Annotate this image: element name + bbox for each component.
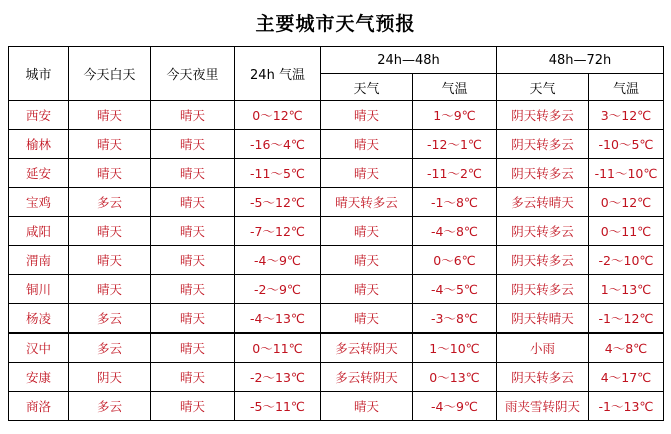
header-today-night: 今天夜里	[151, 47, 235, 101]
cell-weather-24-48: 晴天	[321, 130, 413, 159]
cell-temp-24-48: -11～2℃	[413, 159, 497, 188]
cell-temp-24h: -7～12℃	[235, 217, 321, 246]
cell-temp-24-48: -4～9℃	[413, 392, 497, 421]
cell-weather-48-72: 雨夹雪转阴天	[497, 392, 589, 421]
cell-weather-48-72: 阴天转多云	[497, 363, 589, 392]
cell-today-night: 晴天	[151, 333, 235, 363]
cell-today-day: 晴天	[69, 275, 151, 304]
header-temp-24h: 24h 气温	[235, 47, 321, 101]
cell-temp-24h: -4～9℃	[235, 246, 321, 275]
cell-temp-24h: -16～4℃	[235, 130, 321, 159]
cell-city: 杨凌	[9, 304, 69, 334]
cell-weather-48-72: 阴天转多云	[497, 246, 589, 275]
cell-today-day: 多云	[69, 304, 151, 334]
table-row	[9, 246, 664, 275]
cell-weather-48-72: 多云转晴天	[497, 188, 589, 217]
cell-temp-48-72: -10～5℃	[589, 130, 664, 159]
header-weather-48-72: 天气	[497, 74, 589, 101]
cell-today-day: 多云	[69, 333, 151, 363]
cell-temp-24h: 0～11℃	[235, 333, 321, 363]
header-temp-48-72: 气温	[589, 74, 664, 101]
cell-weather-24-48: 晴天	[321, 246, 413, 275]
cell-weather-24-48: 晴天	[321, 275, 413, 304]
cell-city: 宝鸡	[9, 188, 69, 217]
cell-weather-24-48: 晴天	[321, 217, 413, 246]
cell-today-night: 晴天	[151, 363, 235, 392]
cell-weather-48-72: 阴天转晴天	[497, 304, 589, 334]
cell-temp-24-48: -3～8℃	[413, 304, 497, 334]
cell-temp-24h: -2～13℃	[235, 363, 321, 392]
cell-today-day: 晴天	[69, 217, 151, 246]
table-header-row-1	[9, 47, 664, 74]
cell-weather-48-72: 阴天转多云	[497, 101, 589, 130]
cell-weather-24-48: 多云转阴天	[321, 363, 413, 392]
header-group-24-48: 24h—48h	[321, 47, 497, 74]
cell-today-night: 晴天	[151, 246, 235, 275]
table-row	[9, 363, 664, 392]
cell-today-night: 晴天	[151, 217, 235, 246]
cell-temp-48-72: 1～13℃	[589, 275, 664, 304]
cell-temp-24-48: -1～8℃	[413, 188, 497, 217]
cell-temp-48-72: 3～12℃	[589, 101, 664, 130]
cell-today-day: 多云	[69, 188, 151, 217]
table-row	[9, 130, 664, 159]
table-row	[9, 159, 664, 188]
cell-temp-24h: -4～13℃	[235, 304, 321, 334]
cell-weather-48-72: 阴天转多云	[497, 159, 589, 188]
cell-temp-24-48: 0～13℃	[413, 363, 497, 392]
cell-temp-48-72: 4～8℃	[589, 333, 664, 363]
table-body	[9, 101, 664, 421]
cell-temp-48-72: -1～12℃	[589, 304, 664, 334]
cell-city: 铜川	[9, 275, 69, 304]
cell-city: 商洛	[9, 392, 69, 421]
cell-today-night: 晴天	[151, 130, 235, 159]
cell-today-day: 阴天	[69, 363, 151, 392]
cell-today-day: 晴天	[69, 130, 151, 159]
cell-weather-48-72: 阴天转多云	[497, 275, 589, 304]
cell-temp-24-48: -12～1℃	[413, 130, 497, 159]
cell-temp-24-48: 1～9℃	[413, 101, 497, 130]
table-row	[9, 217, 664, 246]
cell-temp-24h: 0～12℃	[235, 101, 321, 130]
cell-city: 西安	[9, 101, 69, 130]
header-group-48-72: 48h—72h	[497, 47, 664, 74]
cell-temp-48-72: -1～13℃	[589, 392, 664, 421]
cell-temp-24h: -5～12℃	[235, 188, 321, 217]
cell-today-day: 多云	[69, 392, 151, 421]
table-header	[9, 47, 664, 101]
cell-city: 榆林	[9, 130, 69, 159]
cell-temp-24-48: -4～5℃	[413, 275, 497, 304]
page-title: 主要城市天气预报	[255, 13, 416, 35]
table-row	[9, 333, 664, 363]
cell-city: 渭南	[9, 246, 69, 275]
table-row	[9, 304, 664, 334]
header-today-day: 今天白天	[69, 47, 151, 101]
header-city: 城市	[9, 47, 69, 101]
cell-today-night: 晴天	[151, 101, 235, 130]
cell-temp-24-48: 1～10℃	[413, 333, 497, 363]
header-weather-24-48: 天气	[321, 74, 413, 101]
table-row	[9, 188, 664, 217]
cell-temp-24h: -2～9℃	[235, 275, 321, 304]
table-row	[9, 392, 664, 421]
cell-temp-24-48: -4～8℃	[413, 217, 497, 246]
cell-today-night: 晴天	[151, 159, 235, 188]
cell-temp-48-72: -2～10℃	[589, 246, 664, 275]
cell-weather-24-48: 晴天	[321, 304, 413, 334]
cell-today-day: 晴天	[69, 246, 151, 275]
cell-temp-48-72: -11～10℃	[589, 159, 664, 188]
cell-weather-24-48: 晴天转多云	[321, 188, 413, 217]
cell-today-day: 晴天	[69, 159, 151, 188]
cell-temp-48-72: 4～17℃	[589, 363, 664, 392]
cell-temp-24h: -5～11℃	[235, 392, 321, 421]
weather-forecast-table	[8, 46, 664, 421]
cell-today-day: 晴天	[69, 101, 151, 130]
cell-weather-48-72: 阴天转多云	[497, 217, 589, 246]
header-temp-24-48: 气温	[413, 74, 497, 101]
cell-weather-48-72: 阴天转多云	[497, 130, 589, 159]
table-row	[9, 101, 664, 130]
table-row	[9, 275, 664, 304]
cell-city: 咸阳	[9, 217, 69, 246]
cell-temp-24h: -11～5℃	[235, 159, 321, 188]
cell-weather-24-48: 晴天	[321, 159, 413, 188]
cell-today-night: 晴天	[151, 188, 235, 217]
cell-weather-24-48: 晴天	[321, 392, 413, 421]
cell-today-night: 晴天	[151, 275, 235, 304]
cell-weather-48-72: 小雨	[497, 333, 589, 363]
cell-temp-24-48: 0～6℃	[413, 246, 497, 275]
cell-weather-24-48: 多云转阴天	[321, 333, 413, 363]
cell-city: 汉中	[9, 333, 69, 363]
cell-today-night: 晴天	[151, 392, 235, 421]
cell-weather-24-48: 晴天	[321, 101, 413, 130]
cell-temp-48-72: 0～11℃	[589, 217, 664, 246]
cell-city: 安康	[9, 363, 69, 392]
cell-temp-48-72: 0～12℃	[589, 188, 664, 217]
cell-city: 延安	[9, 159, 69, 188]
cell-today-night: 晴天	[151, 304, 235, 334]
